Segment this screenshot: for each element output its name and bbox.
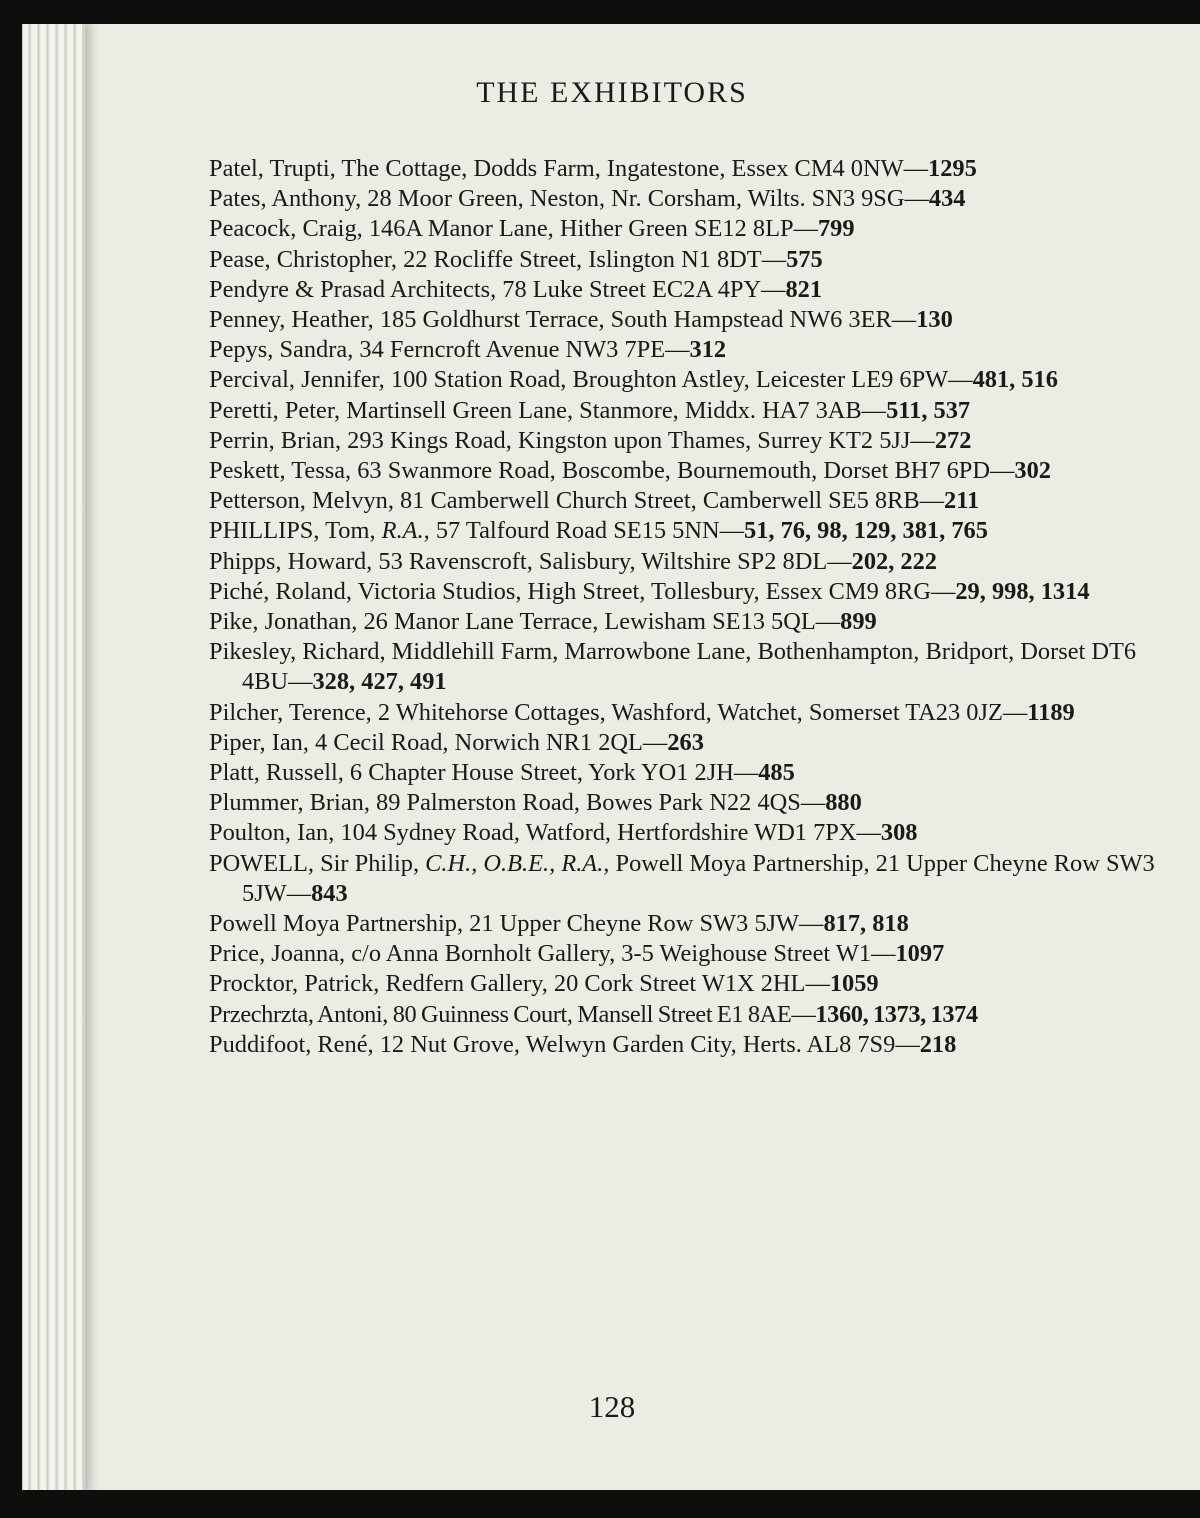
- exhibitor-entry: [209, 335, 1181, 365]
- catalogue-numbers: 218: [919, 1030, 957, 1058]
- exhibitor-entry: [209, 245, 1181, 275]
- catalogue-numbers: 821: [785, 275, 823, 303]
- exhibitor-entry: [209, 607, 1181, 637]
- exhibitor-entry: [209, 818, 1181, 848]
- exhibitor-entry: [209, 637, 1181, 697]
- catalogue-numbers: 308: [880, 819, 918, 847]
- catalogue-numbers: 312: [689, 336, 727, 364]
- exhibitor-entry: [209, 396, 1181, 426]
- catalogue-numbers: 511, 537: [886, 396, 971, 424]
- exhibitor-text: Pike, Jonathan, 26 Manor Lane Terrace, Lewisham SE13 5QL—: [209, 608, 841, 636]
- exhibitor-text: Plummer, Brian, 89 Palmerston Road, Bowes Park N22 4QS—: [209, 789, 826, 817]
- exhibitor-entry: [209, 426, 1181, 456]
- exhibitor-entry: [209, 184, 1181, 214]
- catalogue-numbers: 575: [786, 245, 823, 273]
- exhibitor-entry: [209, 486, 1181, 516]
- exhibitor-text: Peacock, Craig, 146A Manor Lane, Hither Green SE12 8LP—: [209, 215, 818, 243]
- book-page: [22, 24, 1200, 1490]
- exhibitor-entry: [209, 849, 1181, 909]
- catalogue-numbers: 328, 427, 491: [312, 668, 447, 696]
- exhibitor-text: Poulton, Ian, 104 Sydney Road, Watford, Hertfordshire WD1 7PX—: [209, 819, 881, 847]
- catalogue-numbers: 485: [758, 759, 795, 787]
- exhibitor-text: Penney, Heather, 185 Goldhurst Terrace, South Hampstead NW6 3ER—: [209, 306, 917, 334]
- page-title: THE EXHIBITORS: [476, 76, 748, 109]
- exhibitor-entry: [209, 939, 1181, 969]
- honours: C.H., O.B.E., R.A.,: [425, 849, 610, 877]
- exhibitor-entry: [209, 577, 1181, 607]
- exhibitor-entry: [209, 788, 1181, 818]
- exhibitor-entry: [209, 305, 1181, 335]
- exhibitor-text: Percival, Jennifer, 100 Station Road, Broughton Astley, Leicester LE9 6PW—: [209, 366, 973, 394]
- exhibitor-text: Pendyre & Prasad Architects, 78 Luke Street EC2A 4PY—: [209, 275, 786, 303]
- exhibitor-entry: [209, 365, 1181, 395]
- exhibitor-text: Piché, Roland, Victoria Studios, High Street, Tollesbury, Essex CM9 8RG—: [209, 577, 956, 605]
- catalogue-numbers: 1360, 1373, 1374: [815, 1000, 978, 1028]
- exhibitor-text: Platt, Russell, 6 Chapter House Street, York YO1 2JH—: [209, 759, 759, 787]
- honours: R.A.,: [381, 517, 430, 545]
- catalogue-numbers: 880: [825, 789, 862, 817]
- exhibitor-text: Pates, Anthony, 28 Moor Green, Neston, Nr. Corsham, Wilts. SN3 9SG—: [209, 185, 929, 213]
- exhibitor-entry: [209, 1000, 1181, 1030]
- exhibitor-text: PHILLIPS, Tom,: [209, 517, 382, 545]
- exhibitor-entry: [209, 516, 1181, 546]
- page-edges: [23, 24, 85, 1490]
- catalogue-numbers: 29, 998, 1314: [955, 577, 1090, 605]
- exhibitor-text: POWELL, Sir Philip,: [209, 849, 426, 877]
- catalogue-numbers: 272: [934, 426, 972, 454]
- exhibitor-address: Powell Moya Partnership, 21 Upper Cheyne Row SW3 5JW—: [242, 849, 1155, 907]
- exhibitor-text: Pilcher, Terence, 2 Whitehorse Cottages, Washford, Watchet, Somerset TA23 0JZ—: [209, 698, 1028, 726]
- exhibitor-list: [209, 154, 1181, 1060]
- catalogue-numbers: 799: [817, 215, 855, 243]
- catalogue-numbers: 1059: [829, 970, 879, 998]
- exhibitor-entry: [209, 456, 1181, 486]
- exhibitor-entry: [209, 547, 1181, 577]
- catalogue-numbers: 302: [1014, 457, 1051, 485]
- exhibitor-entry: [209, 969, 1181, 999]
- exhibitor-entry: [209, 728, 1181, 758]
- catalogue-numbers: 130: [916, 306, 953, 334]
- page-number: 128: [588, 1389, 636, 1424]
- catalogue-numbers: 843: [311, 879, 348, 907]
- gutter-shadow: [85, 24, 99, 1490]
- catalogue-numbers: 899: [840, 608, 877, 636]
- exhibitor-text: Patel, Trupti, The Cottage, Dodds Farm, Ingatestone, Essex CM4 0NW—: [209, 155, 929, 182]
- exhibitor-text: Pikesley, Richard, Middlehill Farm, Marrowbone Lane, Bothenhampton, Bridport, Dorset DT6 4BU—: [209, 638, 1137, 696]
- exhibitor-text: Price, Joanna, c/o Anna Bornholt Gallery, 3-5 Weighouse Street W1—: [209, 940, 896, 968]
- catalogue-numbers: 1295: [928, 155, 977, 182]
- catalogue-numbers: 817, 818: [823, 910, 909, 938]
- exhibitor-text: Puddifoot, René, 12 Nut Grove, Welwyn Garden City, Herts. AL8 7S9—: [209, 1030, 920, 1058]
- exhibitor-text: Procktor, Patrick, Redfern Gallery, 20 Cork Street W1X 2HL—: [209, 970, 830, 998]
- exhibitor-entry: [209, 154, 1181, 184]
- catalogue-numbers: 263: [667, 728, 704, 756]
- exhibitor-text: Phipps, Howard, 53 Ravenscroft, Salisbury, Wiltshire SP2 8DL—: [209, 547, 852, 575]
- exhibitor-text: Pease, Christopher, 22 Rocliffe Street, Islington N1 8DT—: [209, 245, 787, 273]
- exhibitor-entry: [209, 214, 1181, 244]
- exhibitor-text: Peskett, Tessa, 63 Swanmore Road, Boscombe, Bournemouth, Dorset BH7 6PD—: [209, 457, 1015, 485]
- exhibitor-address: 57 Talfourd Road SE15 5NN—: [429, 517, 744, 545]
- catalogue-numbers: 1097: [895, 940, 945, 968]
- exhibitor-text: Peretti, Peter, Martinsell Green Lane, Stanmore, Middx. HA7 3AB—: [209, 396, 887, 424]
- exhibitor-text: Petterson, Melvyn, 81 Camberwell Church Street, Camberwell SE5 8RB—: [209, 487, 944, 515]
- exhibitor-text: Pepys, Sandra, 34 Ferncroft Avenue NW3 7PE—: [209, 336, 690, 364]
- exhibitor-text: Piper, Ian, 4 Cecil Road, Norwich NR1 2QL—: [209, 728, 668, 756]
- catalogue-numbers: 211: [944, 487, 980, 515]
- exhibitor-text: Powell Moya Partnership, 21 Upper Cheyne Row SW3 5JW—: [209, 910, 824, 938]
- exhibitor-text: Przechrzta, Antoni, 80 Guinness Court, Mansell Street E1 8AE—: [209, 1000, 816, 1028]
- catalogue-numbers: 1189: [1027, 698, 1075, 726]
- exhibitor-text: Perrin, Brian, 293 Kings Road, Kingston upon Thames, Surrey KT2 5JJ—: [209, 426, 935, 454]
- exhibitor-entry: [209, 275, 1181, 305]
- exhibitor-entry: [209, 698, 1181, 728]
- catalogue-numbers: 51, 76, 98, 129, 381, 765: [744, 517, 988, 545]
- catalogue-numbers: 481, 516: [972, 366, 1058, 394]
- exhibitor-entry: [209, 758, 1181, 788]
- exhibitor-entry: [209, 909, 1181, 939]
- catalogue-numbers: 434: [928, 185, 966, 213]
- exhibitor-entry: [209, 1030, 1181, 1060]
- catalogue-numbers: 202, 222: [851, 547, 937, 575]
